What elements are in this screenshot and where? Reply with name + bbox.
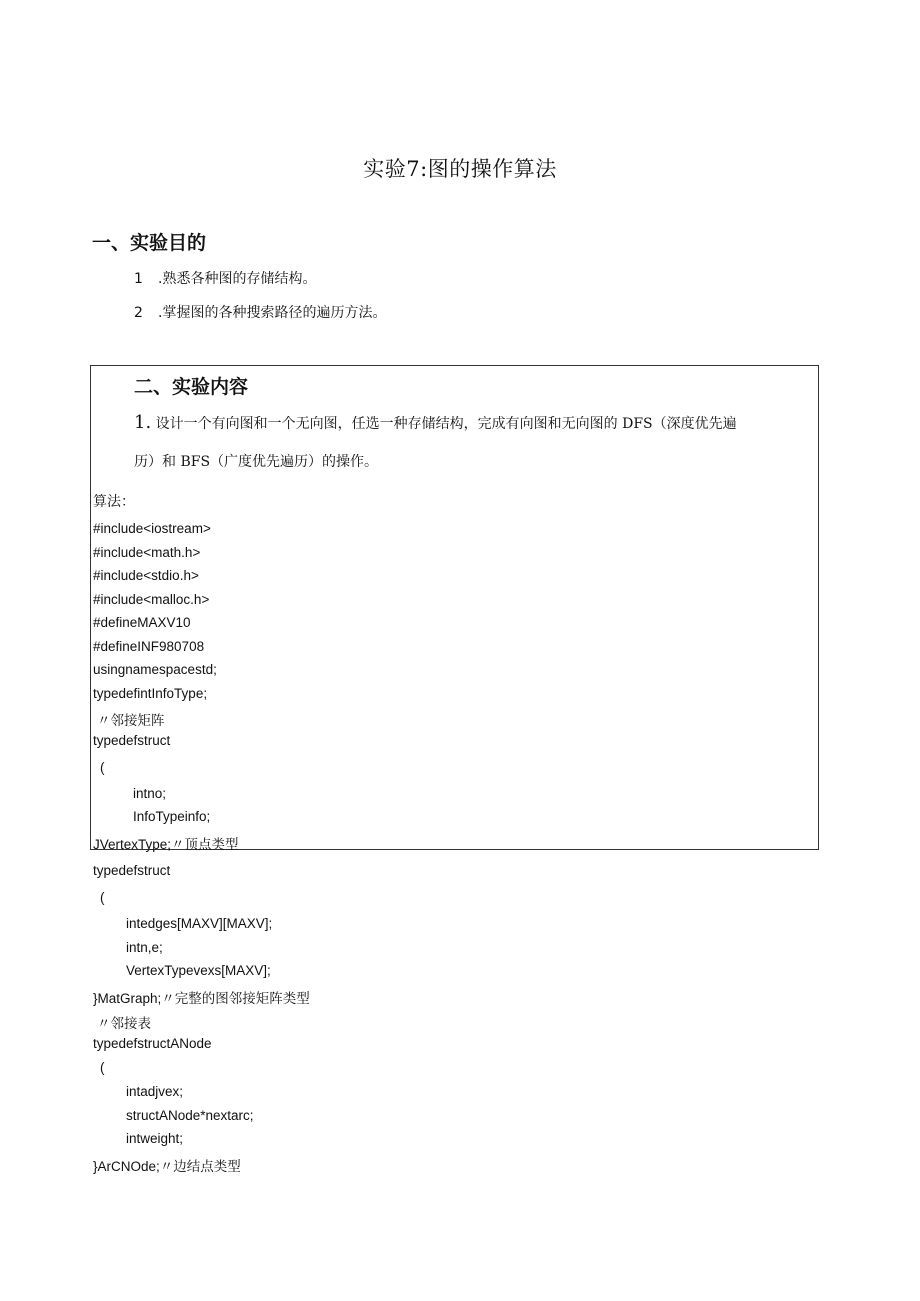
code-line: typedefintInfoType; <box>93 686 208 701</box>
code-line: #defineMAXV10 <box>93 615 191 630</box>
task-line-1 <box>134 412 737 433</box>
objective-item-1-text: .熟悉各种图的存储结构。 <box>158 271 317 287</box>
code-comment: 〃邻接表 <box>97 1016 151 1031</box>
code-line: ( <box>100 1060 105 1075</box>
code-line: typedefstructANode <box>93 1036 212 1051</box>
page-title: 实验7:图的操作算法 <box>363 157 557 181</box>
code-line: usingnamespacestd; <box>93 662 217 677</box>
code-line: VertexTypevexs[MAXV]; <box>126 963 271 978</box>
code-line: #include<iostream> <box>93 521 211 536</box>
objective-item-2-num: 2 <box>134 305 143 321</box>
content-box <box>90 365 819 850</box>
objective-item-2 <box>134 302 386 322</box>
code-line: ( <box>100 890 105 905</box>
task-number: 1. <box>134 412 152 433</box>
code-line: }MatGraph;〃完整的图邻接矩阵类型 <box>93 991 310 1006</box>
objective-item-1 <box>134 268 316 288</box>
code-line: typedefstruct <box>93 733 171 748</box>
code-line: JVertexType;〃顶点类型 <box>93 837 239 852</box>
code-line: intn,e; <box>126 940 163 955</box>
code-line: #include<malloc.h> <box>93 592 210 607</box>
objective-item-2-text: .掌握图的各种搜索路径的遍历方法。 <box>158 305 387 321</box>
code-line: ( <box>100 760 105 775</box>
algorithm-label: 算法： <box>93 494 135 510</box>
code-line: intweight; <box>126 1131 184 1146</box>
code-line: structANode*nextarc; <box>126 1108 254 1123</box>
task-line-1-text: 设计一个有向图和一个无向图，任选一种存储结构，完成有向图和无向图的 DFS（深度优先遍 <box>155 416 737 432</box>
code-line: typedefstruct <box>93 863 171 878</box>
code-line: InfoTypeinfo; <box>133 809 211 824</box>
code-line: intno; <box>133 786 167 801</box>
code-comment: 〃邻接矩阵 <box>97 713 165 728</box>
section1-heading: 一、实验目的 <box>92 232 207 254</box>
code-line: #defineINF980708 <box>93 639 205 654</box>
code-line: #include<stdio.h> <box>93 568 199 583</box>
objective-item-1-num: 1 <box>134 271 143 287</box>
task-line-2: 历）和 BFS（广度优先遍历）的操作。 <box>134 454 379 470</box>
code-line: }ArCNOde;〃边结点类型 <box>93 1159 241 1174</box>
section2-heading: 二、实验内容 <box>134 376 249 398</box>
code-line: intadjvex; <box>126 1084 184 1099</box>
code-line: intedges[MAXV][MAXV]; <box>126 916 273 931</box>
code-line: #include<math.h> <box>93 545 201 560</box>
